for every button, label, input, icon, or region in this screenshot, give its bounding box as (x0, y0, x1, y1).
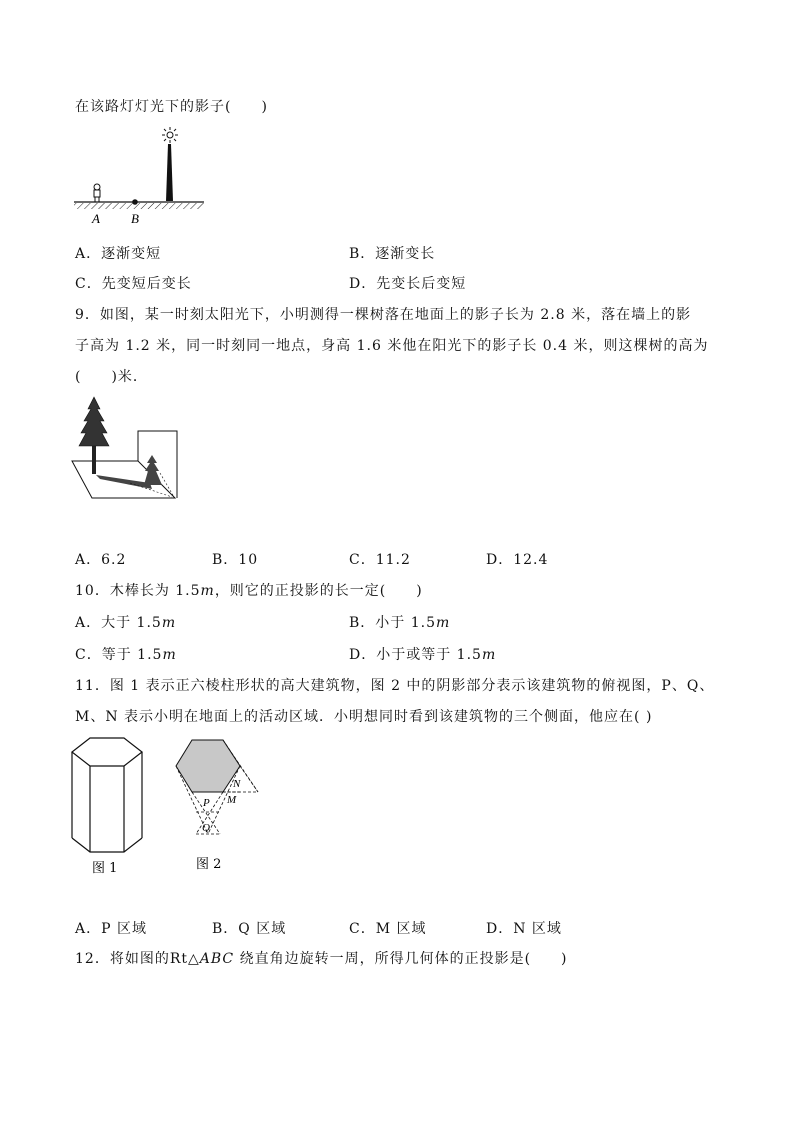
q12-stem-pre: 12．将如图的 (75, 951, 170, 967)
tree-shadow-ground (96, 475, 152, 489)
q10-stem-pre: 10．木棒长为 1.5 (75, 583, 201, 599)
q11-stem-line1: 11．图 1 表示正六棱柱形状的高大建筑物，图 2 中的阴影部分表示该建筑物的俯视图，P、Q、 (75, 678, 715, 694)
q8-streetlight-figure (70, 124, 210, 228)
q11-option-a[interactable]: A．P 区域 (75, 921, 147, 937)
region-q-label: Q (202, 822, 210, 834)
prism-top-face (72, 738, 142, 766)
q12-stem-rt: Rt (169, 951, 188, 967)
q11-option-c[interactable]: C．M 区域 (349, 921, 427, 937)
q9-stem-line3: ( )米． (75, 369, 148, 385)
q10-option-c-unit: m (162, 647, 177, 663)
q12-stem-post: 绕直角边旋转一周，所得几何体的正投影是( ) (234, 951, 568, 967)
tree-shadow-wall (144, 455, 162, 485)
q9-option-a[interactable]: A．6.2 (75, 552, 127, 568)
q11-stem-line2: M、N 表示小明在地面上的活动区域．小明想同时看到该建筑物的三个侧面，他应在( ) (75, 709, 653, 725)
q10-option-b-text: B．小于 1.5 (349, 615, 437, 631)
person-icon (94, 184, 100, 202)
fig2-caption: 图 2 (196, 857, 222, 872)
q8-option-c[interactable]: C．先变短后变长 (75, 276, 192, 292)
q10-option-a-text: A．大于 1.5 (75, 615, 162, 631)
label-b: B (131, 211, 139, 226)
q11-fig2-top-view (172, 734, 287, 879)
q9-option-b[interactable]: B．10 (212, 552, 259, 568)
point-b (132, 199, 138, 205)
q10-stem (75, 580, 423, 600)
q9-option-d[interactable]: D．12.4 (486, 552, 549, 568)
tree-crown (79, 397, 109, 446)
wall-plane (138, 431, 177, 498)
q10-stem-post: ，则它的正投影的长一定( ) (214, 583, 423, 599)
q10-option-b-unit: m (436, 615, 451, 631)
q8-stem-tail: 在该路灯灯光下的影子( ) (75, 99, 268, 115)
q8-option-b[interactable]: B．逐渐变长 (349, 246, 436, 262)
region-n-label: N (233, 778, 241, 790)
q10-option-d-unit: m (481, 647, 497, 663)
q10-option-a[interactable] (75, 612, 176, 632)
q11-option-d[interactable]: D．N 区域 (486, 921, 562, 937)
q9-option-c[interactable]: C．11.2 (349, 552, 411, 568)
region-m-label: M (227, 794, 237, 806)
q9-stem-line1: 9．如图，某一时刻太阳光下，小明测得一棵树落在地面上的影子长为 2.8 米，落在墙上的影 (75, 307, 692, 323)
light-icon (162, 127, 178, 143)
lamp-post (166, 144, 173, 201)
q8-option-d[interactable]: D．先变长后变短 (349, 276, 467, 292)
ground-hatching (74, 203, 204, 209)
q10-option-d[interactable] (349, 644, 496, 664)
fig1-caption: 图 1 (92, 861, 118, 876)
q10-option-d-text: D．小于或等于 1.5 (349, 647, 482, 663)
q11-fig1-hex-prism (68, 734, 148, 879)
q12-stem-triangle: △ABC (188, 951, 235, 967)
q10-option-c-text: C．等于 1.5 (75, 647, 163, 663)
q8-option-a[interactable]: A．逐渐变短 (75, 246, 162, 262)
q10-option-c[interactable] (75, 644, 177, 664)
q9-stem-line2: 子高为 1.2 米，同一时刻同一地点，身高 1.6 米他在阳光下的影子长 0.4 米，则这棵树的高为 (75, 338, 709, 354)
region-p-label: P (203, 797, 210, 809)
q12-stem (75, 948, 568, 968)
q10-option-b[interactable] (349, 612, 450, 632)
q10-option-a-unit: m (161, 615, 177, 631)
building-top-view (176, 740, 240, 792)
label-a: A (92, 211, 100, 226)
q9-tree-wall-figure (70, 393, 185, 503)
q11-option-b[interactable]: B．Q 区域 (212, 921, 287, 937)
q10-stem-unit: m (200, 583, 215, 599)
